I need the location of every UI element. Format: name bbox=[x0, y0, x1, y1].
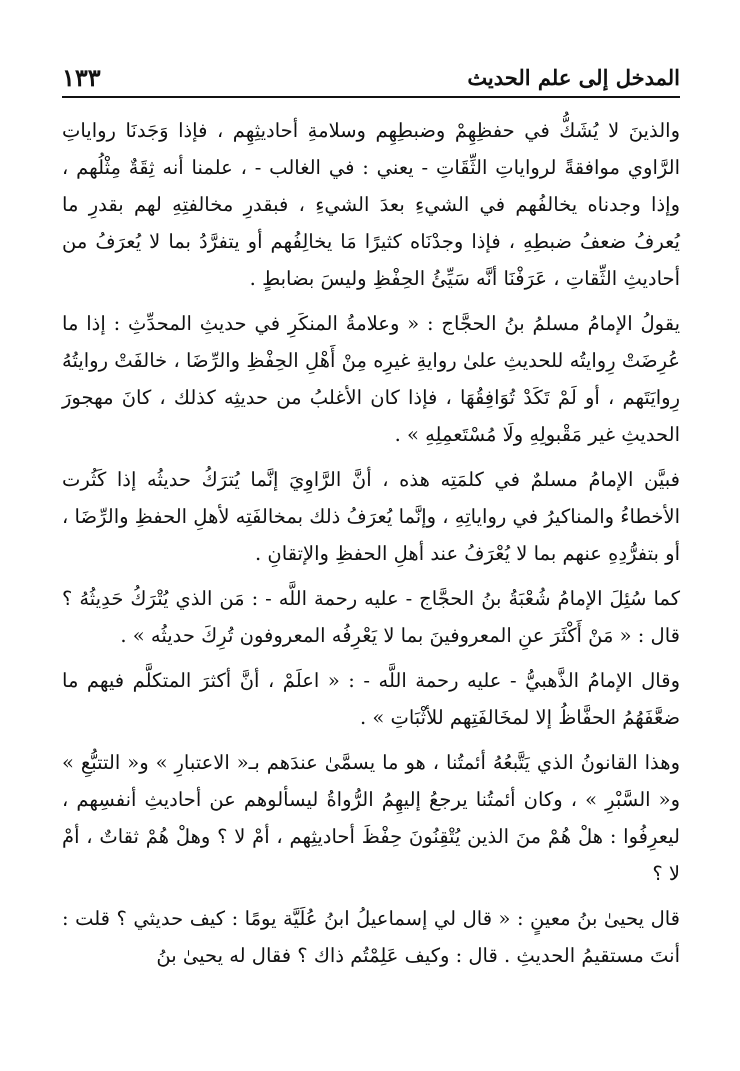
running-title: المدخل إلى علم الحديث bbox=[467, 65, 680, 90]
paragraph: يقولُ الإمامُ مسلمُ بنُ الحجَّاج : « وعلامةُ المنكَرِ في حديثِ المحدِّثِ : إذا ما عُرِضَتْ رِوايتُه للحديثِ علىٰ روايةِ غيرِه مِنْ أَهْلِ الحِفْظِ والرِّضَا ، خالفَتْ روايتُهُ رِوايَتَهم ، أو لَمْ تَكَدْ تُوَافِقُهَا ، فإذا كان الأغلبُ من حديثِه كذلك ، كانَ مهجورَ الحديثِ غير مَقْبولِهِ ولَا مُسْتَعمِلِهِ » . bbox=[62, 312, 680, 446]
page-body bbox=[62, 112, 680, 974]
running-header bbox=[62, 56, 680, 92]
paragraph: فبيَّن الإمامُ مسلمٌ في كلمَتِه هذه ، أنَّ الرَّاوِيَ إنَّما يُترَكُ حديثُه إذا كَثُرت الأخطاءُ والمناكيرُ في رواياتِهِ ، وإنَّما يُعرَفُ ذلك بمخالفَتِه لأهلِ الحفظِ والرِّضَا ، أو بتفرُّدِهِ عنهم بما لا يُعْرَفُ عند أهلِ الحفظِ والإتقانِ . bbox=[62, 468, 680, 565]
paragraph: والذينَ لا يُشَكُّ في حفظِهِمْ وضبطِهِم وسلامةِ أحاديثِهِم ، فإذا وَجَدنَا رواياتِ الرَّاوي موافقةً لرواياتِ الثِّقَاتِ - يعني : في الغالب - ، علمنا أنه ثِقَةٌ مِثْلُهم ، وإذا وجدناه يخالفُهم في الشيءِ بعدَ الشيءِ ، فبقدرِ مخالفتِهِ لهم بقدرِ ما يُعرفُ ضعفُ ضبطِهِ ، فإذا وجدْنَاه كثيرًا مَا يخالِفُهم أو يتفرَّدُ بما لا يُعرَفُ من أحاديثِ الثِّقاتِ ، عَرَفْنَا أنَّه سَيِّئُ الحِفْظِ وليسَ بضابطٍ . bbox=[62, 119, 680, 290]
paragraph: وهذا القانونُ الذي يَتَّبعُهُ أئمتُنا ، هو ما يسمَّىٰ عندَهم بـ« الاعتبارِ » و« التتبُّعِ » و« السَّبْرِ » ، وكان أئمتُنا يرجعُ إليهِمُ الرُّواةُ ليسألوهم عن أحاديثِ أنفسِهم ، ليعرِفُوا : هلْ هُمْ منَ الذين يُتْقِنُونَ حِفْظَ أحاديثِهم ، أمْ لا ؟ وهلْ هُمْ ثقاتٌ ، أمْ لا ؟ bbox=[62, 751, 680, 885]
paragraph: كما سُئِلَ الإمامُ شُعْبَةُ بنُ الحجَّاج - عليه رحمة اللَّه - : مَن الذي يُتْرَكُ حَدِيثُهُ ؟ قال : « مَنْ أَكْثَرَ عنِ المعروفينَ بما لا يَعْرِفُه المعروفون تُرِكَ حديثُه » . bbox=[62, 587, 680, 647]
page-number: ١٣٣ bbox=[62, 63, 101, 92]
header-rule bbox=[62, 96, 680, 98]
paragraph: وقال الإمامُ الذَّهبيُّ - عليه رحمة اللَّه - : « اعلَمْ ، أنَّ أكثرَ المتكلَّم فيهم ما ضعَّفَهُمُ الحفَّاظُ إلا لمخَالفَتِهم للأثْبَاتِ » . bbox=[62, 669, 680, 729]
paragraph: قال يحيىٰ بنُ معينٍ : « قال لي إسماعيلُ ابنُ عُلَيَّة يومًا : كيف حديثي ؟ قلت : أنتَ مستقيمُ الحديثِ . قال : وكيف عَلِمْتُم ذاك ؟ فقال له يحيىٰ بنُ bbox=[62, 907, 680, 967]
book-page bbox=[62, 56, 680, 1046]
